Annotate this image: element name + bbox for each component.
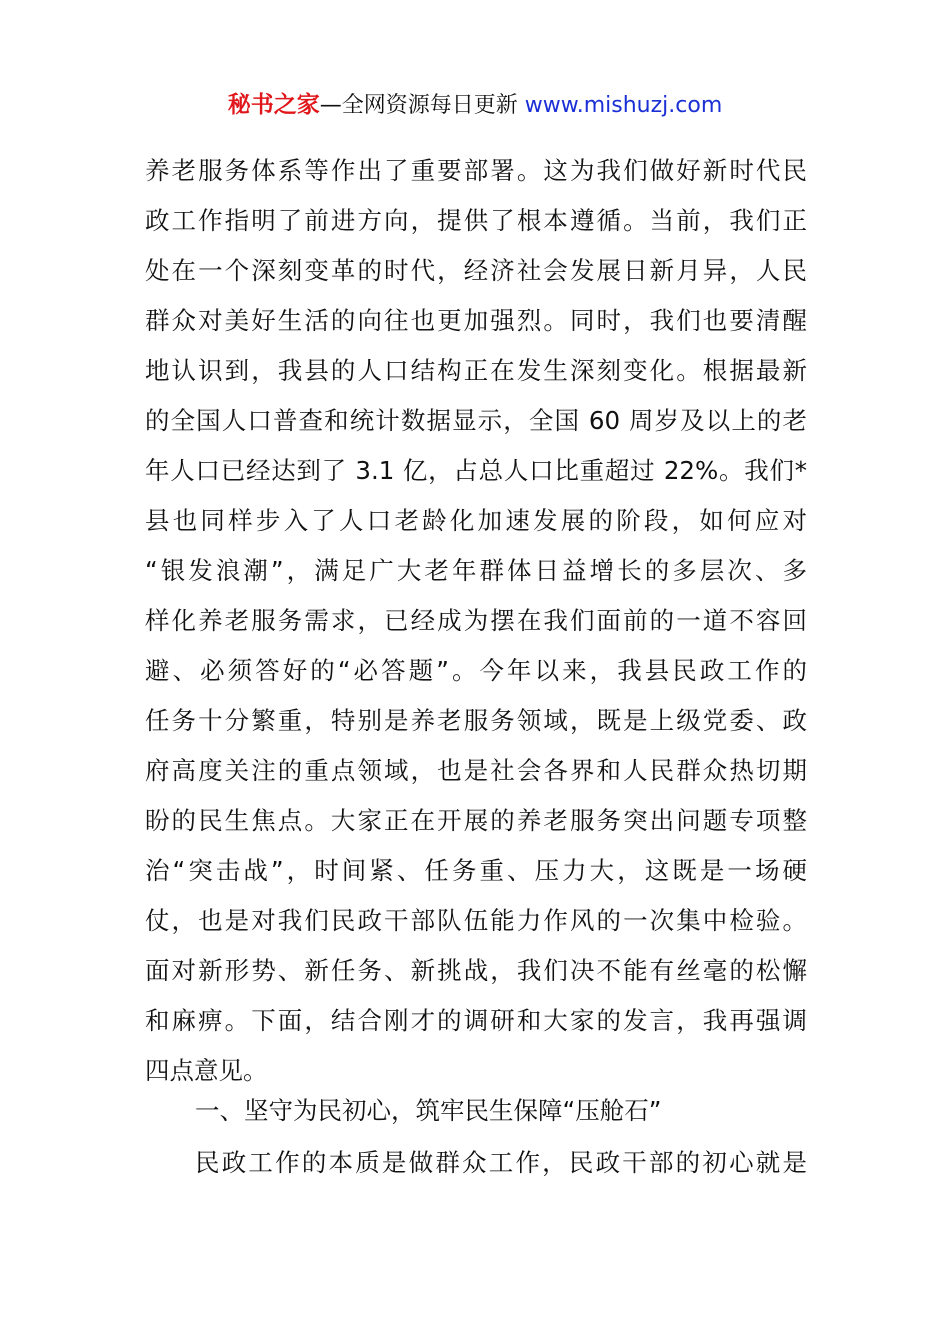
text-line: 年人口已经达到了 3.1 亿，占总人口比重超过 22%。我们* — [145, 456, 807, 485]
paragraph-2-first-line: 民政工作的本质是做群众工作，民政干部的初心就是 — [195, 1148, 807, 1177]
text-line: 和麻痹。下面，结合刚才的调研和大家的发言，我再强调 — [145, 1006, 807, 1035]
text-line: 的全国人口普查和统计数据显示，全国 60 周岁及以上的老 — [145, 406, 807, 435]
text-line: “银发浪潮”，满足广大老年群体日益增长的多层次、多 — [145, 556, 807, 585]
text-line: 样化养老服务需求，已经成为摆在我们面前的一道不容回 — [145, 606, 807, 635]
text-line: 面对新形势、新任务、新挑战，我们决不能有丝毫的松懈 — [145, 956, 807, 985]
header-tagline: —全网资源每日更新 — [319, 93, 518, 118]
text-line: 府高度关注的重点领域，也是社会各界和人民群众热切期 — [145, 756, 807, 785]
website-link[interactable]: www.mishuzj.com — [524, 93, 723, 118]
text-line: 群众对美好生活的向往也更加强烈。同时，我们也要清醒 — [145, 306, 807, 335]
text-line: 养老服务体系等作出了重要部署。这为我们做好新时代民 — [145, 156, 807, 185]
text-line: 任务十分繁重，特别是养老服务领域，既是上级党委、政 — [145, 706, 807, 735]
text-line: 仗，也是对我们民政干部队伍能力作风的一次集中检验。 — [145, 906, 807, 935]
text-line: 避、必须答好的“必答题”。今年以来，我县民政工作的 — [145, 656, 807, 685]
text-line: 政工作指明了前进方向，提供了根本遵循。当前，我们正 — [145, 206, 807, 235]
text-line: 治“突击战”，时间紧、任务重、压力大，这既是一场硬 — [145, 856, 807, 885]
page-header — [0, 88, 950, 123]
text-line: 四点意见。 — [145, 1056, 268, 1085]
text-line: 地认识到，我县的人口结构正在发生深刻变化。根据最新 — [145, 356, 807, 385]
section-heading: 一、坚守为民初心，筑牢民生保障“压舱石” — [195, 1096, 662, 1125]
text-line: 盼的民生焦点。大家正在开展的养老服务突出问题专项整 — [145, 806, 807, 835]
text-line: 县也同样步入了人口老龄化加速发展的阶段，如何应对 — [145, 506, 807, 535]
brand-name: 秘书之家 — [227, 92, 320, 118]
text-line: 处在一个深刻变革的时代，经济社会发展日新月异，人民 — [145, 256, 807, 285]
paragraph-1 — [145, 146, 807, 1096]
